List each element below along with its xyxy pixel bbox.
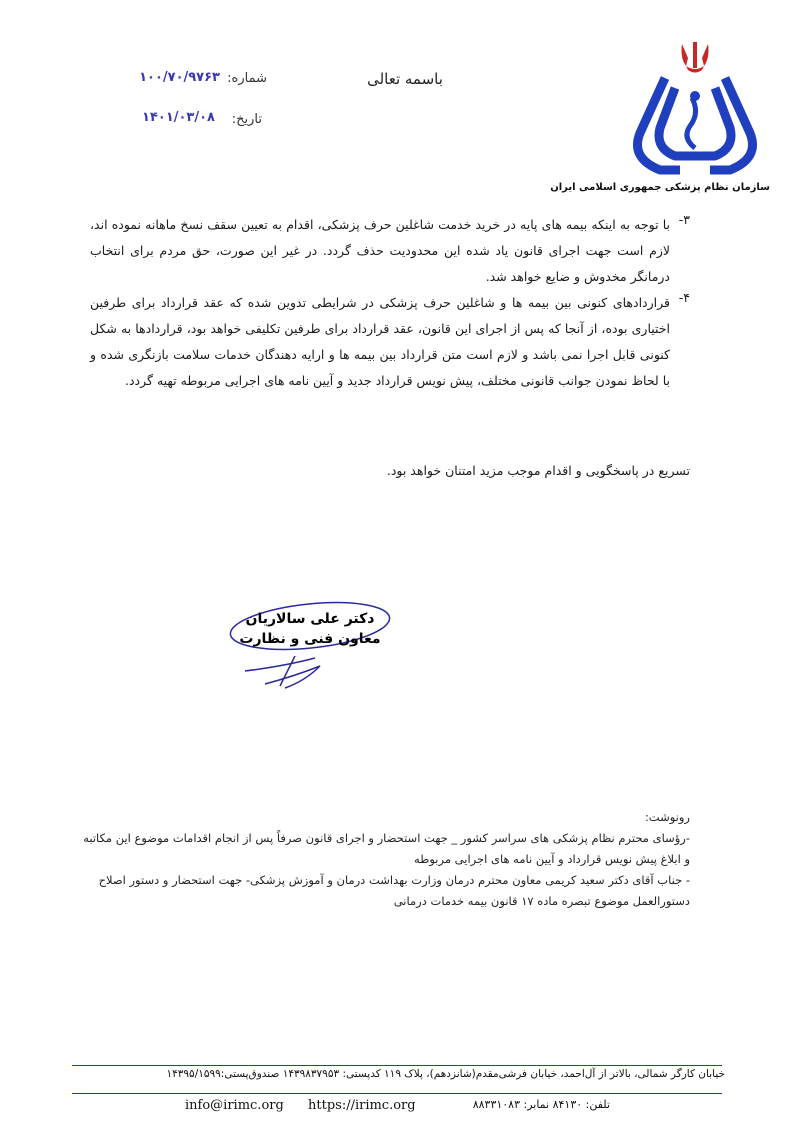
- item-number: ۴-: [678, 290, 690, 305]
- cc-line: - جناب آقای دکتر سعید کریمی معاون محترم درمان وزارت بهداشت درمان و آموزش پزشکی- جهت استحضار و دستور اصلاح: [98, 873, 690, 887]
- signer-name: دکتر علی سالاریان: [245, 611, 375, 627]
- salutation: باسمه تعالی: [367, 70, 443, 88]
- body-item-4: [90, 290, 690, 394]
- item-text: قراردادهای کنونی بین بیمه ها و شاغلین حرف پزشکی در شرایطی تدوین شده که عقد قرارداد برای طرفین اختیاری بوده، از آنجا که پس از اجرای این قانون، عقد قرارداد برای طرفین تکلیفی خواهد بود، قراردادها به شکل کنونی قابل اجرا نمی باشد و لازم است متن قرارداد بین بیمه ها و ارایه دهندگان خدمات سلامت بازنگری شده و با لحاظ نمودن جوانب قانونی مختلف، پیش نویس قرارداد جدید و آیین نامه های اجرایی مربوطه تهیه گردد.: [90, 295, 670, 388]
- number-label: شماره:: [227, 71, 267, 86]
- cc-line: دستورالعمل موضوع تبصره ماده ۱۷ قانون بیمه خدمات درمانی: [393, 894, 690, 908]
- number-value: ۱۰۰/۷۰/۹۷۶۳: [139, 70, 220, 85]
- footer-website[interactable]: https://irimc.org: [308, 1098, 416, 1113]
- footer-divider-bottom: [72, 1093, 722, 1094]
- iran-emblem-icon: [682, 42, 709, 73]
- logo-emblem-icon: [620, 38, 770, 188]
- organization-logo: [550, 38, 770, 198]
- signer-title: معاون فنی و نظارت: [239, 631, 381, 647]
- cc-line: -رؤسای محترم نظام پزشکی های سراسر کشور _ جهت استحضار و اجرای قانون صرفاً پس از انجام اقدامات موضوع این مکاتبه: [83, 831, 690, 845]
- signature-block: [225, 596, 395, 696]
- footer-email[interactable]: info@irimc.org: [185, 1098, 284, 1113]
- cc-list: [80, 828, 690, 912]
- cc-line: و ابلاغ پیش نویس قرارداد و آیین نامه های اجرایی مربوطه: [414, 852, 690, 866]
- date-value: ۱۴۰۱/۰۳/۰۸: [142, 110, 215, 125]
- closing-sentence: تسریع در پاسخگویی و اقدام موجب مزید امتنان خواهد بود.: [386, 463, 690, 478]
- item-number: ۳-: [678, 212, 690, 227]
- footer-divider-top: [72, 1065, 722, 1066]
- item-text: با توجه به اینکه بیمه های پایه در خرید خدمت شاغلین حرف پزشکی، اقدام به تعیین سقف نسخ ماهانه نموده اند، لازم است جهت اجرای قانون یاد شده این محدودیت حذف گردد. در غیر این صورت، حق مردم برای انتخاب درمانگر مخدوش و ضایع خواهد شد.: [90, 217, 670, 284]
- footer-phone: تلفن: ۸۴۱۳۰ نمابر: ۸۸۳۳۱۰۸۳: [472, 1098, 610, 1111]
- cc-label: رونوشت:: [644, 810, 690, 824]
- date-label: تاریخ:: [231, 112, 262, 127]
- body-item-3: [90, 212, 690, 290]
- logo-caption: سازمان نظام پزشکی جمهوری اسلامی ایران: [550, 182, 770, 193]
- footer-address: خیابان کارگر شمالی، بالاتر از آل‌احمد، خیابان فرشی‌مقدم(شانزدهم)، پلاک ۱۱۹ کدپستی: ۱۴۳۹۸۳۷۹۵۳ صندوق‌پستی:۱۴۳۹۵/۱۵۹۹: [166, 1068, 725, 1080]
